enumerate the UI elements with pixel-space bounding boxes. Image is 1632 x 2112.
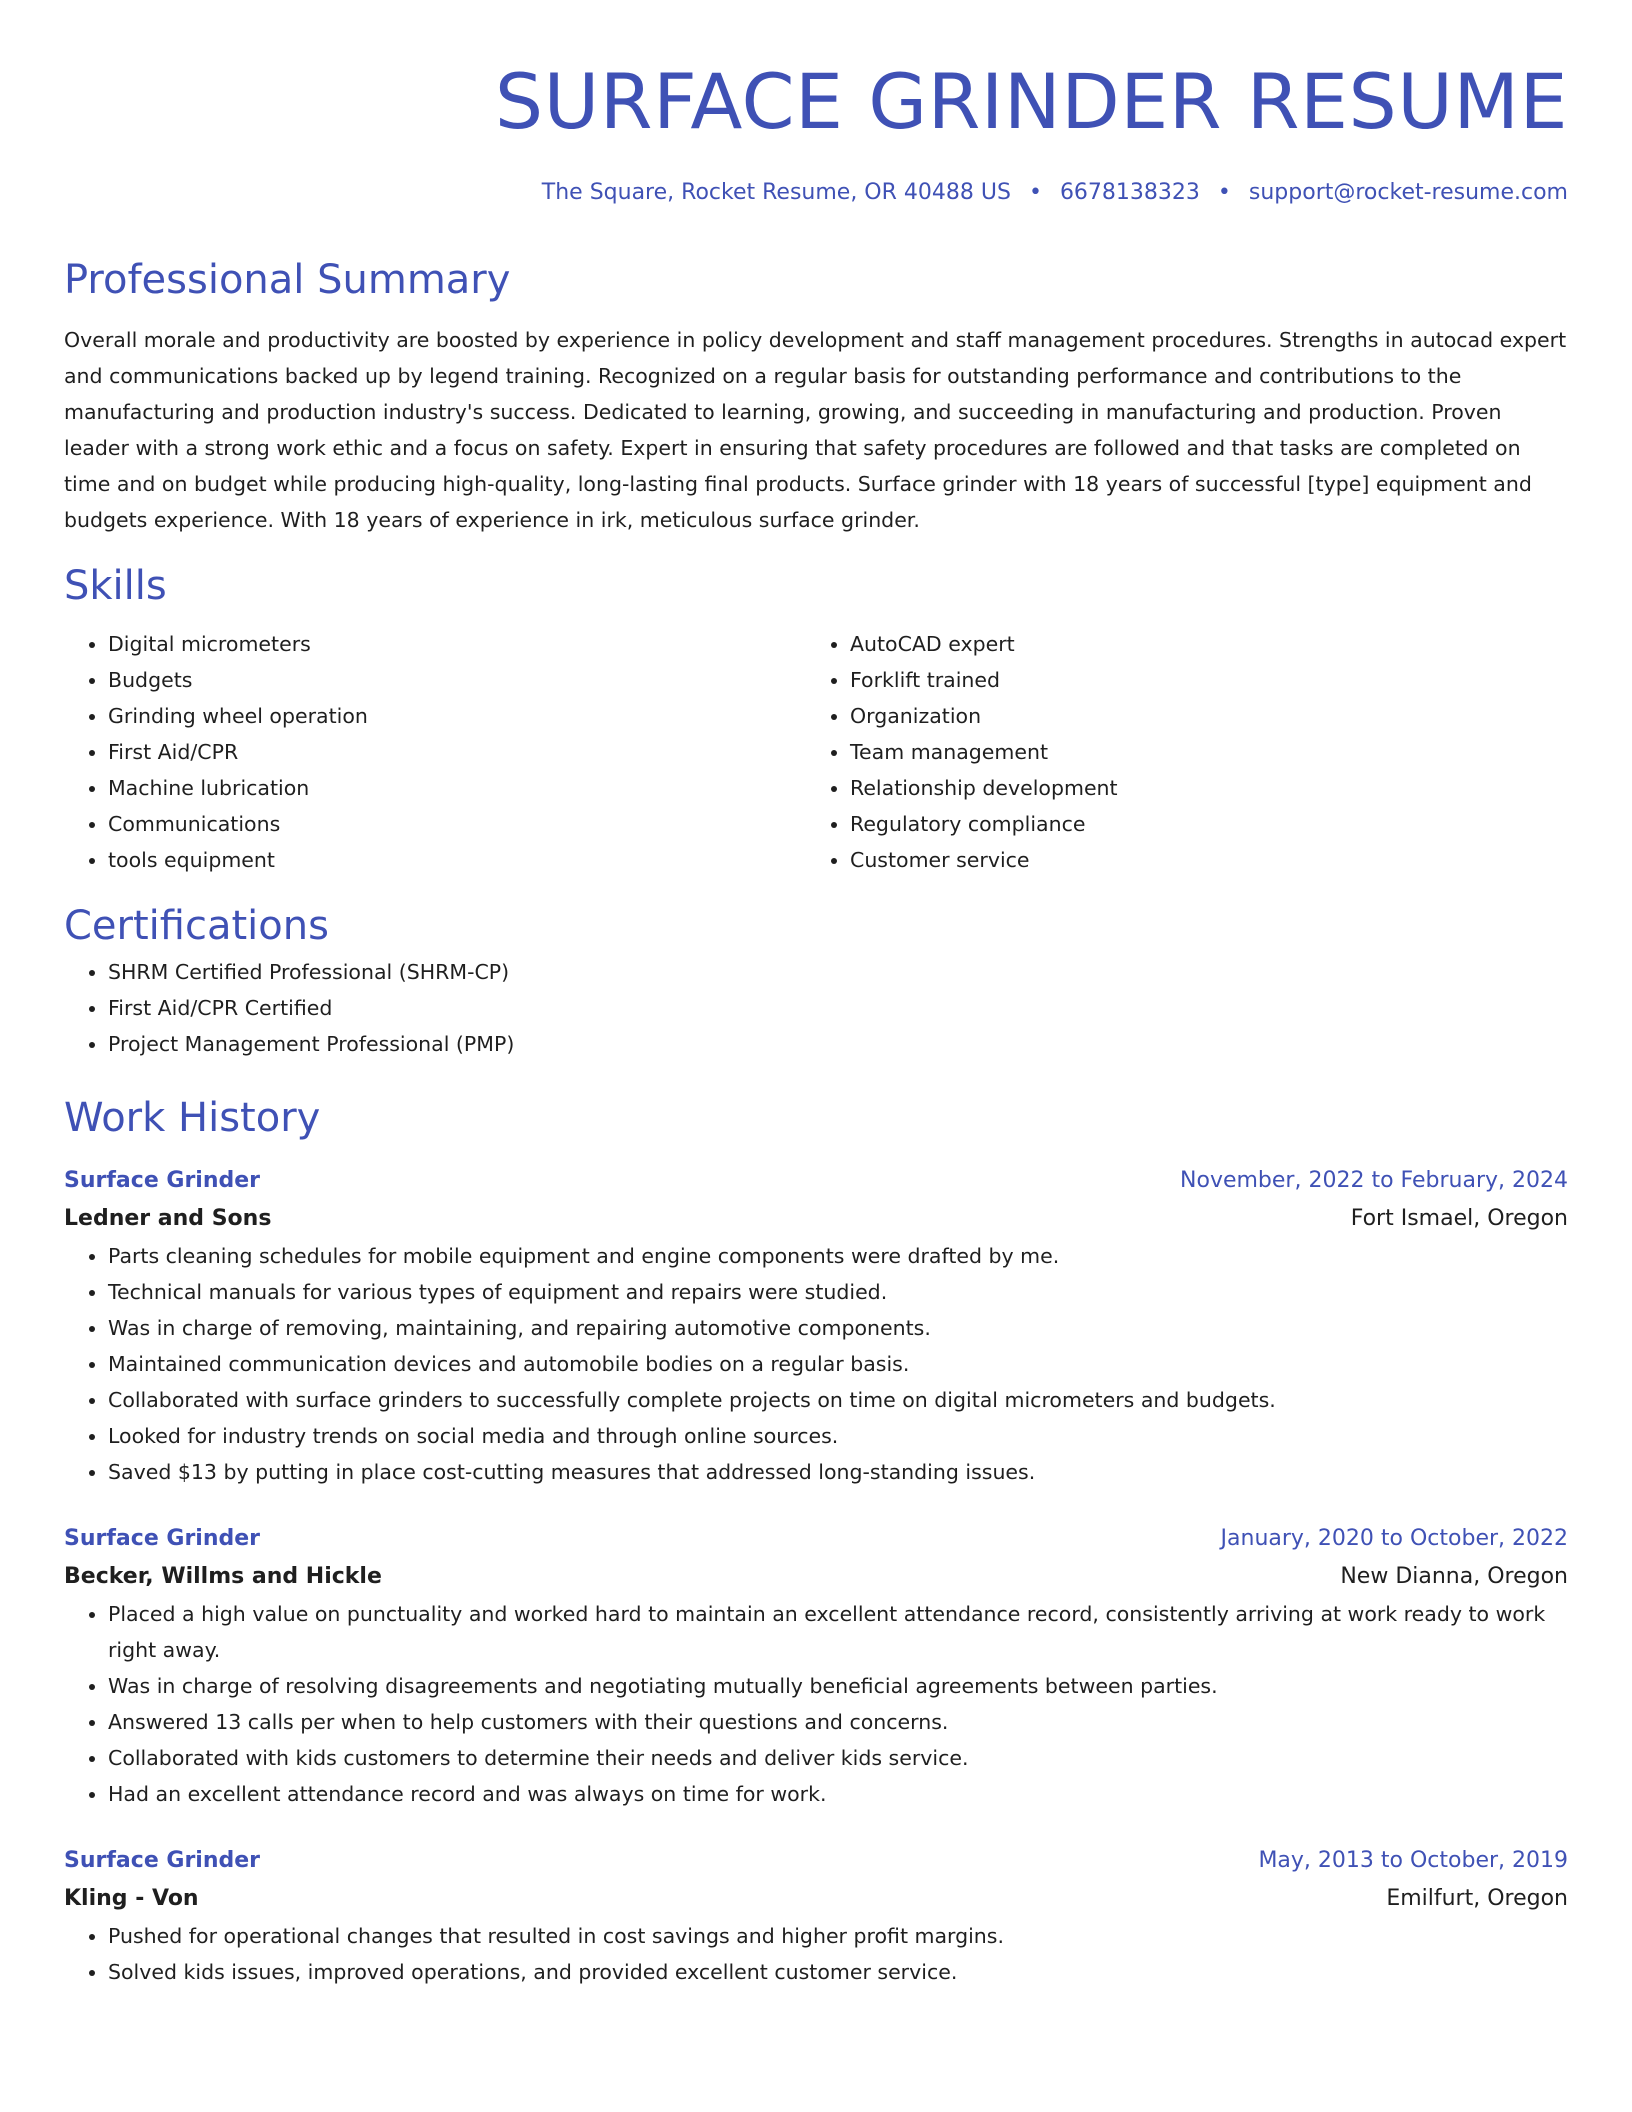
contact-line <box>64 178 1568 208</box>
skill-item: • Budgets <box>108 662 806 698</box>
certifications-heading: Certifications <box>64 903 329 949</box>
job-company: Kling - Von <box>64 1886 199 1911</box>
job-dates: May, 2013 to October, 2019 <box>1258 1848 1568 1873</box>
job-dates: January, 2020 to October, 2022 <box>1220 1526 1568 1551</box>
job-bullet: • Solved kids issues, improved operations, and provided excellent customer service. <box>108 1954 1568 1990</box>
skills-column-right <box>806 626 1548 878</box>
skills-grid <box>64 626 1568 878</box>
summary-heading: Professional Summary <box>64 257 511 303</box>
job-title-row <box>64 1520 1568 1558</box>
job-entry <box>64 1520 1568 1812</box>
skill-item: • Communications <box>108 806 806 842</box>
contact-email: support@rocket-resume.com <box>1248 180 1568 205</box>
job-title: Surface Grinder <box>64 1168 261 1193</box>
contact-separator: • <box>1217 180 1231 205</box>
job-bullet: • Technical manuals for various types of equipment and repairs were studied. <box>108 1274 1568 1310</box>
job-company: Becker, Willms and Hickle <box>64 1564 382 1589</box>
summary-text: Overall morale and productivity are boosted by experience in policy development and staff management procedures. Strengths in autocad expert and communications backed up by legend training. Recognized on a regular basis for outstanding performance and contributions to the manufacturing and production industry's success. Dedicated to learning, growing, and succeeding in manufacturing and production. Proven leader with a strong work ethic and a focus on safety. Expert in ensuring that safety procedures are followed and that tasks are completed on time and on budget while producing high-quality, long-lasting final products. Surface grinder with 18 years of successful [type] equipment and budgets experience. With 18 years of experience in irk, meticulous surface grinder. <box>64 328 1567 532</box>
job-bullet: • Placed a high value on punctuality and worked hard to maintain an excellent attendance record, consistently arriving at work ready to work right away. <box>108 1596 1568 1668</box>
certification-item: • Project Management Professional (PMP) <box>108 1026 1568 1062</box>
job-title: Surface Grinder <box>64 1526 261 1551</box>
job-location: New Dianna, Oregon <box>1340 1564 1568 1589</box>
skill-item: • Organization <box>850 698 1548 734</box>
job-title: Surface Grinder <box>64 1848 261 1873</box>
skills-list-right <box>806 626 1548 878</box>
job-company: Ledner and Sons <box>64 1206 272 1231</box>
skills-column-left <box>64 626 806 878</box>
certification-item: • First Aid/CPR Certified <box>108 990 1568 1026</box>
skill-item: • AutoCAD expert <box>850 626 1548 662</box>
job-bullets <box>64 1596 1568 1812</box>
job-company-row <box>64 1880 1568 1918</box>
skill-item: • Grinding wheel operation <box>108 698 806 734</box>
skill-item: • Machine lubrication <box>108 770 806 806</box>
job-bullet: • Collaborated with kids customers to determine their needs and deliver kids service. <box>108 1740 1568 1776</box>
job-bullet: • Looked for industry trends on social media and through online sources. <box>108 1418 1568 1454</box>
job-bullet: • Was in charge of removing, maintaining, and repairing automotive components. <box>108 1310 1568 1346</box>
job-company-row <box>64 1200 1568 1238</box>
job-title-row <box>64 1162 1568 1200</box>
skill-item: • tools equipment <box>108 842 806 878</box>
resume-page <box>64 0 1568 1990</box>
contact-address: The Square, Rocket Resume, OR 40488 US <box>541 180 1011 205</box>
skill-item: • Digital micrometers <box>108 626 806 662</box>
job-location: Fort Ismael, Oregon <box>1350 1206 1568 1231</box>
skills-heading: Skills <box>64 563 167 609</box>
skill-item: • Regulatory compliance <box>850 806 1548 842</box>
job-bullet: • Had an excellent attendance record and was always on time for work. <box>108 1776 1568 1812</box>
skill-item: • Customer service <box>850 842 1548 878</box>
job-bullet: • Maintained communication devices and automobile bodies on a regular basis. <box>108 1346 1568 1382</box>
job-title-row <box>64 1842 1568 1880</box>
job-dates: November, 2022 to February, 2024 <box>1180 1168 1568 1193</box>
skill-item: • Forklift trained <box>850 662 1548 698</box>
work-history-heading: Work History <box>64 1095 321 1141</box>
job-location: Emilfurt, Oregon <box>1386 1886 1568 1911</box>
skill-item: • Team management <box>850 734 1548 770</box>
job-company-row <box>64 1558 1568 1596</box>
certifications-list <box>64 954 1568 1062</box>
resume-header <box>64 0 1568 208</box>
skills-list-left <box>64 626 806 878</box>
job-bullets <box>64 1918 1568 1990</box>
job-bullet: • Was in charge of resolving disagreements and negotiating mutually beneficial agreements between parties. <box>108 1668 1568 1704</box>
certification-item: • SHRM Certified Professional (SHRM-CP) <box>108 954 1568 990</box>
job-entry <box>64 1162 1568 1490</box>
job-bullets <box>64 1238 1568 1490</box>
job-entry <box>64 1842 1568 1990</box>
job-bullet: • Pushed for operational changes that resulted in cost savings and higher profit margins. <box>108 1918 1568 1954</box>
job-bullet: • Answered 13 calls per when to help customers with their questions and concerns. <box>108 1704 1568 1740</box>
resume-title: SURFACE GRINDER RESUME <box>494 57 1568 146</box>
job-bullet: • Collaborated with surface grinders to successfully complete projects on time on digital micrometers and budgets. <box>108 1382 1568 1418</box>
contact-separator: • <box>1028 180 1042 205</box>
job-bullet: • Saved $13 by putting in place cost-cutting measures that addressed long-standing issues. <box>108 1454 1568 1490</box>
skill-item: • First Aid/CPR <box>108 734 806 770</box>
contact-phone: 6678138323 <box>1059 180 1200 205</box>
skill-item: • Relationship development <box>850 770 1548 806</box>
job-bullet: • Parts cleaning schedules for mobile equipment and engine components were drafted by me. <box>108 1238 1568 1274</box>
